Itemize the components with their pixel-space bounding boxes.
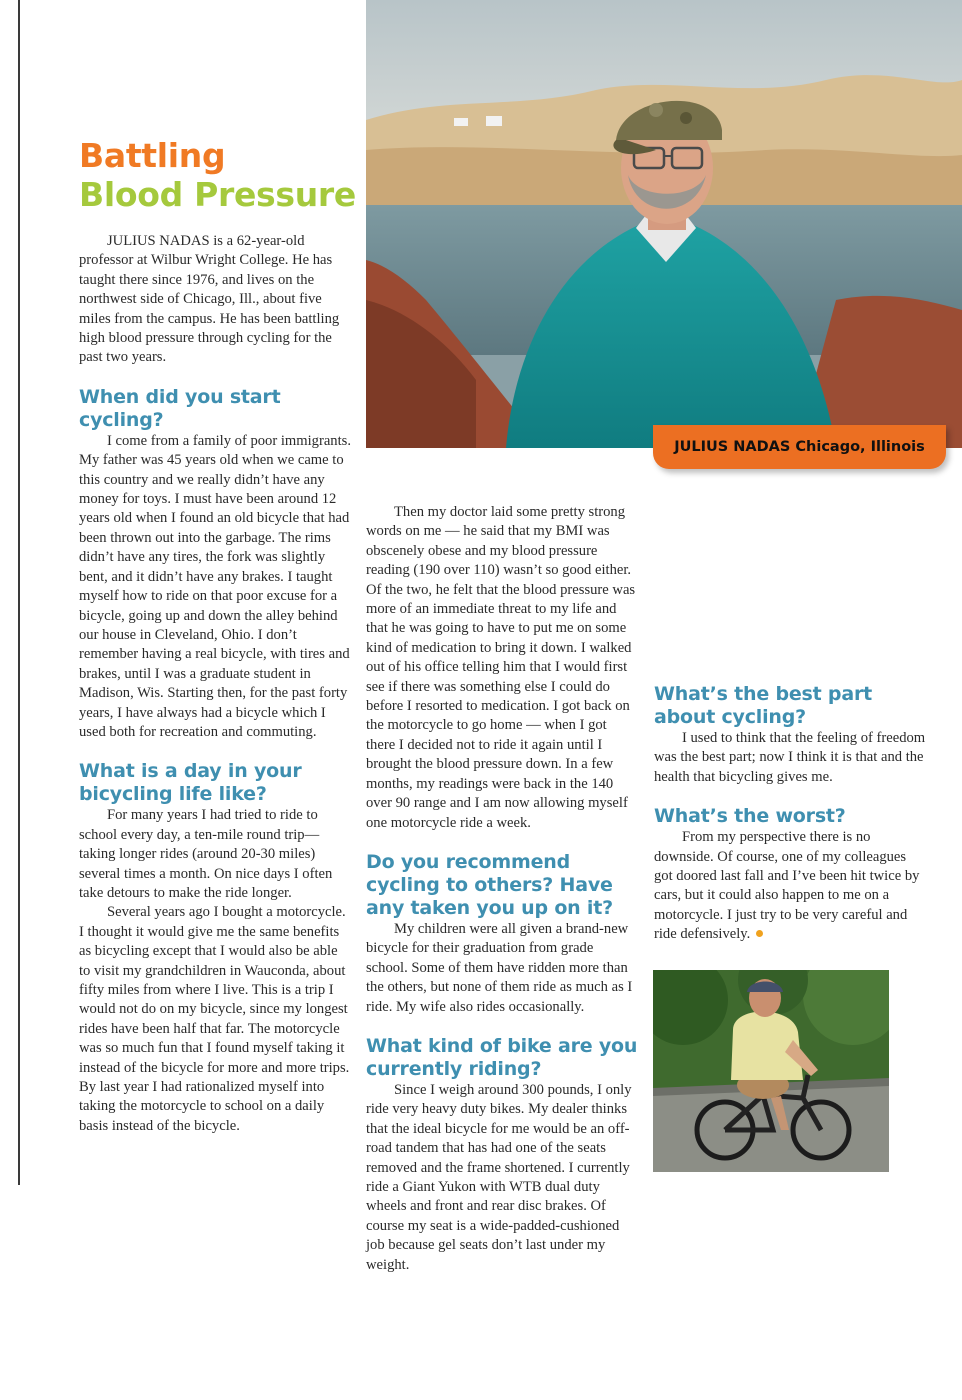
question-heading-recommend: Do you recommend cycling to others? Have any taken you up on it? xyxy=(366,850,613,919)
question-heading-current-bike: What kind of bike are you currently riding? xyxy=(366,1034,638,1080)
title-line-1: Battling xyxy=(79,136,226,175)
answer-worst: From my perspective there is no downside. Of course, one of my colleagues got doored last fall and I’ve been hit twice by cars, but it could also happen to me on a motorcycle. I just try to be very careful and ride defensively. xyxy=(654,829,920,943)
page-margin-rule xyxy=(18,0,20,1185)
hero-photo-illustration xyxy=(366,0,962,448)
article-column-1 xyxy=(79,232,351,1136)
end-of-article-dot xyxy=(756,930,763,937)
answer-current-bike: Since I weigh around 300 pounds, I only ride very heavy duty bikes. My dealer thinks that the ideal bicycle for me would be an off-road tandem that has had one of the seats removed and the frame shortened. I currently ride a Giant Yukon with WTB dual duty wheels and front and rear disc brakes. Of course my seat is a wide-padded-cushioned job because gel seats don’t last under my weight. xyxy=(366,1081,632,1273)
answer-recommend: My children were all given a brand-new bicycle for their graduation from grade school. Some of them have ridden more than the others, but none of them ride as much as I ride. My wife also rides occasionally. xyxy=(366,920,633,1015)
cycling-photo-illustration xyxy=(653,970,889,1172)
article-column-2 xyxy=(366,503,638,1275)
cycling-photo xyxy=(653,970,889,1172)
hero-photo xyxy=(366,0,962,448)
answer-day-in-life-p2: Several years ago I bought a motorcycle. I thought it would give me the same benefits as bicycling except that I would also be able to visit my grandchildren in Wauconda, about fifty miles from where I live. This is a trip I would not do on my bicycle, since my longest rides have been half that far. The motorcycle was so much fun that I found myself taking it instead of the bicycle for more and more trips. By last year I had rationalized myself into taking the motorcycle to school on a daily basis instead of the bicycle. xyxy=(79,904,350,1134)
question-heading-best-part: What’s the best part about cycling? xyxy=(654,683,873,728)
answer-worst-paragraph xyxy=(654,828,928,944)
title-line-2: Blood Pressure xyxy=(79,175,356,214)
question-heading-start-cycling: When did you start cycling? xyxy=(79,385,281,431)
article-column-3 xyxy=(654,503,928,945)
answer-day-in-life-p1: For many years I had tried to ride to school every day, a ten-mile round trip—taking longer rides (around 20-30 miles) several times a month. On nice days I often take detours to make the ride longer. xyxy=(79,807,333,901)
answer-start-cycling: I come from a family of poor immigrants. My father was 45 years old when we came to this country and we really didn’t have any money for toys. I must have been around 12 years old when I found an old bicycle that had been thrown out into the garbage. The rims didn’t have any tires, the fork was slightly bent, and it didn’t have any brakes. I taught myself how to ride on that poor excuse for a bicycle, going up and down the alley behind our house in Cleveland, Ohio. I don’t remember having a real bicycle, with tires and brakes, until I was a graduate student in Madison, Wis. Starting then, for the past forty years, I have always had a bicycle which I used both for recreation and commuting. xyxy=(79,432,351,740)
answer-day-in-life-p3: Then my doctor laid some pretty strong words on me — he said that my BMI was obscenely obese and my blood pressure reading (190 over 110) wasn’t so good either. Of the two, he felt that the blood pressure was more of an immediate threat to my life and that he was going to have to put me on some kind of medication to bring it down. I walked out of his office telling him that I would first see if there was something else I could do before I resorted to medication. I got back on the motorcycle to go home — when I got there I decided not to ride it again until I brought the blood pressure down. In a few months, my readings were back in the 140 over 90 range and I am now allowing myself one motorcycle ride a week. xyxy=(366,504,636,831)
question-heading-worst: What’s the worst? xyxy=(654,805,846,828)
article-title xyxy=(79,136,356,214)
photo-caption-tab xyxy=(653,425,946,469)
answer-best-part: I used to think that the feeling of freedom was the best part; now I think it is that and the health that bicycling gives me. xyxy=(654,730,926,785)
photo-caption: JULIUS NADAS Chicago, Illinois xyxy=(674,439,925,455)
question-heading-day-in-life: What is a day in your bicycling life like? xyxy=(79,760,302,806)
intro-paragraph: JULIUS NADAS is a 62-year-old professor at Wilbur Wright College. He has taught there since 1976, and lives on the northwest side of Chicago, Ill., about five miles from the campus. He has been battling high blood pressure through cycling for the past two years. xyxy=(79,233,340,366)
